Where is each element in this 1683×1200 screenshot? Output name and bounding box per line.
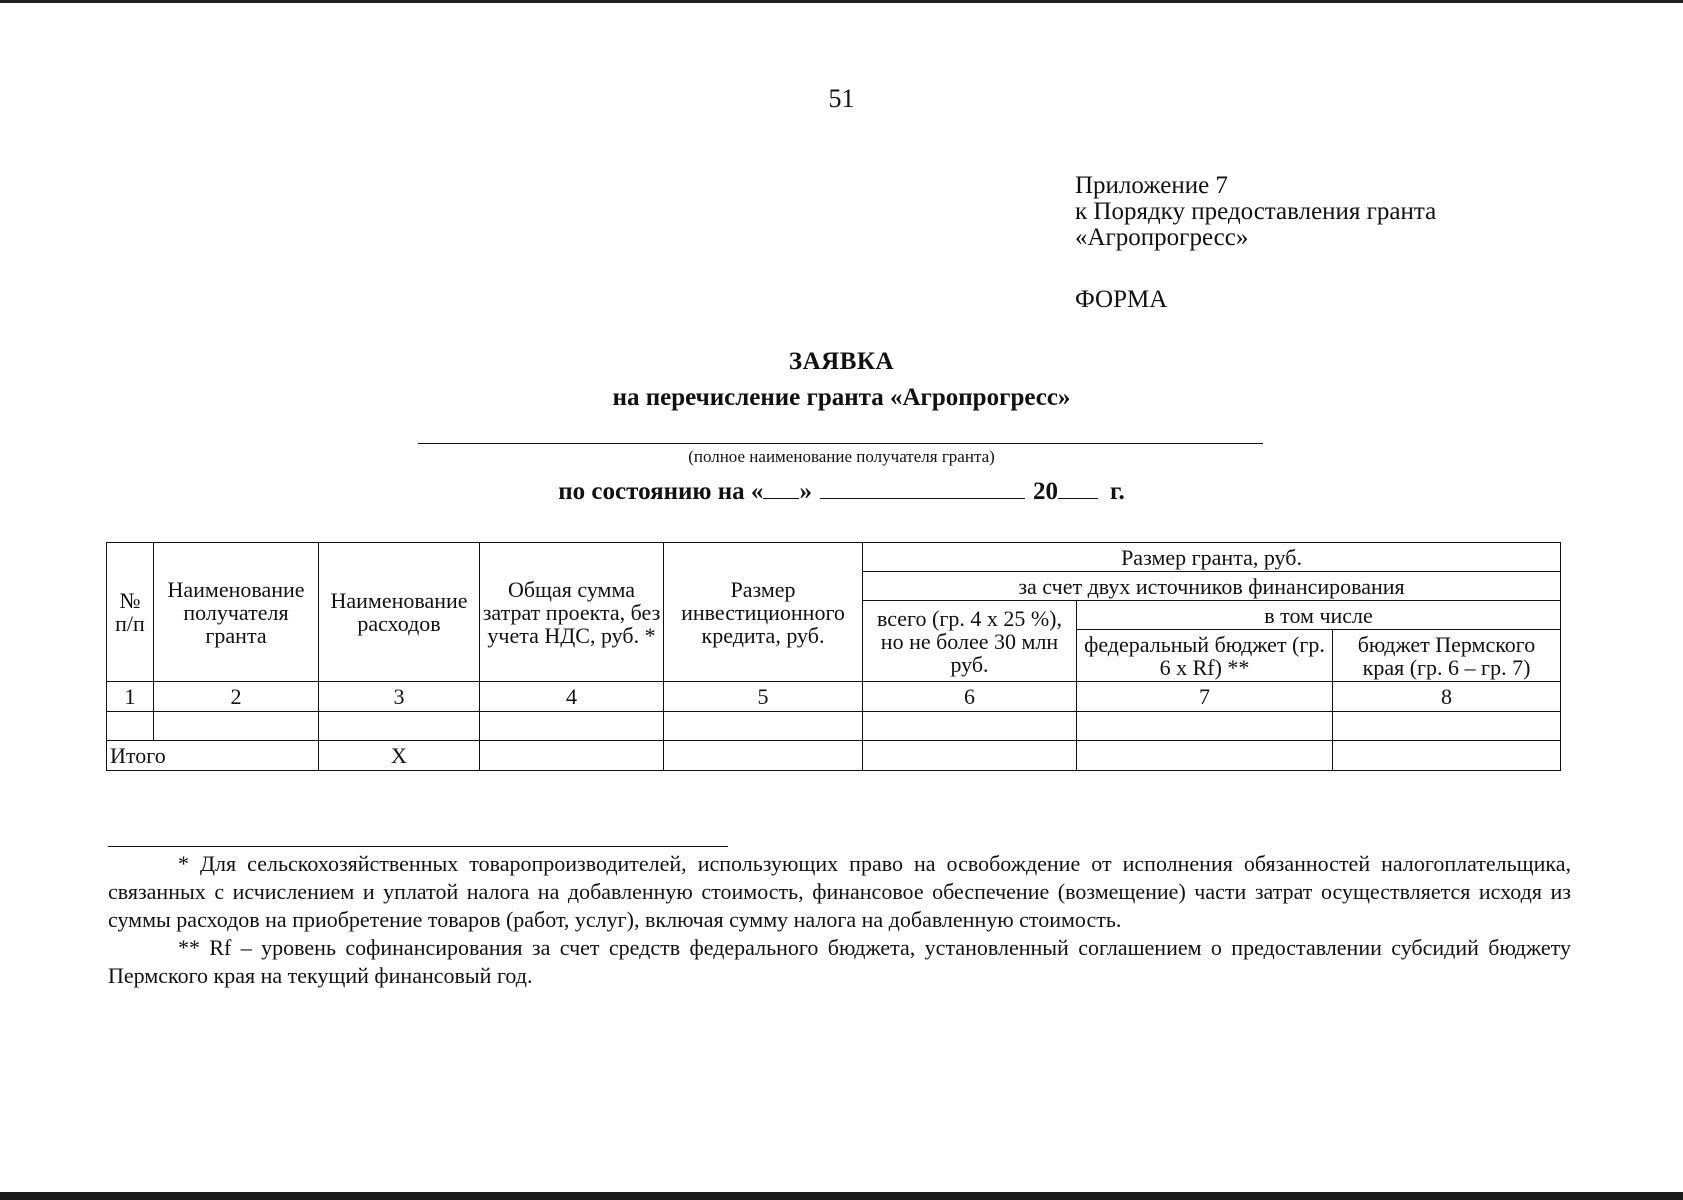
column-number-row bbox=[107, 682, 1561, 712]
as-of-quote-close: » bbox=[799, 478, 812, 505]
footnote-vat: * Для сельскохозяйственных товаропроизводителей, использующих право на освобождение от исполнения обязанностей налогоплательщика, связанных с исчислением и уплатой налога на добавленную стоимость, финансовое обеспечение (возмещение) части затрат осуществляется исходя из суммы расходов на приобретение товаров (работ, услуг), включая сумму налога на добавленную стоимость. bbox=[108, 851, 1571, 932]
column-number: 3 bbox=[319, 682, 480, 712]
table-cell[interactable] bbox=[154, 712, 319, 741]
appendix-reference bbox=[1075, 173, 1436, 251]
header-grant-size: Размер гранта, руб. bbox=[863, 543, 1561, 572]
header-col-5: Размер инвестиционного кредита, руб. bbox=[664, 543, 863, 682]
header-col-1: № п/п bbox=[107, 543, 154, 682]
column-number: 2 bbox=[154, 682, 319, 712]
year-suffix: г. bbox=[1109, 478, 1125, 505]
total-cell[interactable] bbox=[1077, 741, 1333, 771]
header-col-2: Наименование получателя гранта bbox=[154, 543, 319, 682]
form-label: ФОРМА bbox=[1075, 286, 1168, 313]
page-number: 51 bbox=[828, 84, 855, 113]
document-title: ЗАЯВКА bbox=[788, 348, 895, 375]
table-cell[interactable] bbox=[319, 712, 480, 741]
appendix-line-2: к Порядку предоставления гранта bbox=[1075, 198, 1437, 225]
recipient-name-field[interactable] bbox=[418, 443, 1263, 444]
column-number: 7 bbox=[1077, 682, 1333, 712]
table-cell[interactable] bbox=[863, 712, 1077, 741]
as-of-date-line bbox=[0, 476, 1683, 506]
table-row bbox=[107, 712, 1561, 741]
column-number: 4 bbox=[480, 682, 664, 712]
column-number: 8 bbox=[1333, 682, 1561, 712]
month-blank-field[interactable] bbox=[820, 476, 1025, 499]
table-cell[interactable] bbox=[664, 712, 863, 741]
appendix-line-1: Приложение 7 bbox=[1075, 172, 1228, 199]
header-col-8: бюджет Пермского края (гр. 6 – гр. 7) bbox=[1333, 630, 1561, 682]
column-number: 1 bbox=[107, 682, 154, 712]
page-top-edge bbox=[0, 0, 1683, 3]
header-col-7: федеральный бюджет (гр. 6 x Rf) ** bbox=[1077, 630, 1333, 682]
column-number: 5 bbox=[664, 682, 863, 712]
total-row bbox=[107, 741, 1561, 771]
table-cell[interactable] bbox=[480, 712, 664, 741]
header-col-6: всего (гр. 4 x 25 %), но не более 30 млн руб. bbox=[863, 601, 1077, 682]
total-cell[interactable] bbox=[664, 741, 863, 771]
appendix-line-3: «Агропрогресс» bbox=[1075, 224, 1249, 251]
grant-request-table bbox=[106, 542, 1561, 771]
total-col-3: X bbox=[319, 741, 480, 771]
footnote-rf: ** Rf – уровень софинансирования за счет средств федерального бюджета, установленный соглашением о предоставлении субсидий бюджету Пермского края на текущий финансовый год. bbox=[108, 935, 1571, 988]
footnotes bbox=[108, 850, 1571, 990]
column-number: 6 bbox=[863, 682, 1077, 712]
total-cell[interactable] bbox=[480, 741, 664, 771]
header-col-3: Наименование расходов bbox=[319, 543, 480, 682]
header-including: в том числе bbox=[1077, 601, 1561, 630]
document-subtitle: на перечисление гранта «Агропрогресс» bbox=[612, 384, 1071, 411]
total-label: Итого bbox=[107, 741, 319, 771]
header-row-1 bbox=[107, 543, 1561, 572]
page-bottom-edge bbox=[0, 1192, 1683, 1200]
table-cell[interactable] bbox=[1333, 712, 1561, 741]
as-of-prefix: по состоянию на « bbox=[558, 478, 764, 505]
table-cell[interactable] bbox=[1077, 712, 1333, 741]
total-cell[interactable] bbox=[1333, 741, 1561, 771]
footnote-divider bbox=[108, 846, 728, 847]
header-col-4: Общая сумма затрат проекта, без учета НДС, руб. * bbox=[480, 543, 664, 682]
total-cell[interactable] bbox=[863, 741, 1077, 771]
year-prefix: 20 bbox=[1032, 478, 1058, 505]
recipient-caption: (полное наименование получателя гранта) bbox=[688, 447, 995, 466]
header-two-sources: за счет двух источников финансирования bbox=[863, 572, 1561, 601]
table-cell[interactable] bbox=[107, 712, 154, 741]
day-blank-field[interactable] bbox=[763, 476, 799, 499]
year-blank-field[interactable] bbox=[1058, 476, 1098, 499]
